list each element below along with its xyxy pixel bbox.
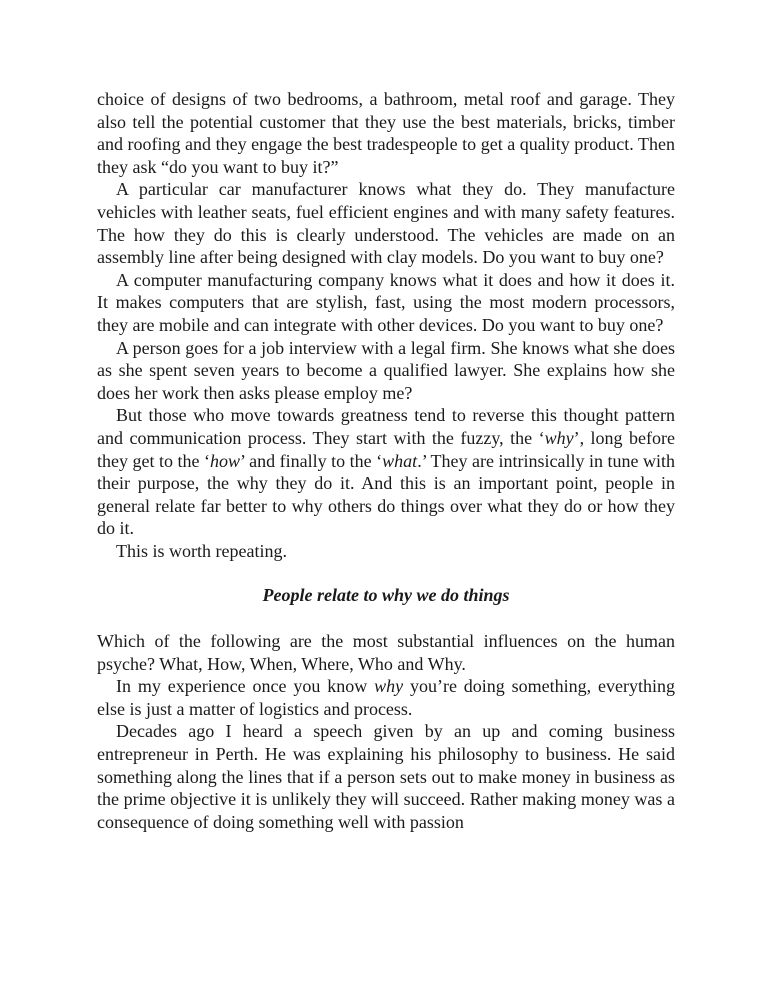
emphasis-why: why: [544, 427, 574, 448]
book-page: [97, 88, 675, 833]
text-span: In my experience once you know: [116, 676, 375, 697]
text-span: ’ and finally to the ‘: [240, 450, 383, 471]
emphasis-what: what: [382, 450, 418, 471]
paragraph-experience: [97, 675, 675, 720]
text-span: But those who move towards greatness tend to reverse this thought pattern and communication process. They start with the fuzzy, the ‘: [97, 405, 675, 448]
paragraph-influences: Which of the following are the most substantial influences on the human psyche? What, How, When, Where, Who and Why.: [97, 631, 675, 674]
paragraph-job-interview: A person goes for a job interview with a legal firm. She knows what she does as she spent seven years to become a qualified lawyer. She explains how she does her work then asks please employ me?: [97, 337, 675, 403]
emphasis-why: why: [374, 676, 404, 697]
paragraph-house-builder: choice of designs of two bedrooms, a bathroom, metal roof and garage. They also tell the potential customer that they use the best materials, bricks, timber and roofing and they engage the best tradespeople to get a quality product. Then they ask “do you want to buy it?”: [97, 89, 675, 177]
paragraph-worth-repeating: This is worth repeating.: [116, 540, 287, 561]
paragraph-greatness: [97, 404, 675, 540]
paragraph-computer-company: A computer manufacturing company knows what it does and how it does it. It makes computers that are stylish, fast, using the most modern processors, they are mobile and can integrate with other devices. Do you want to buy one?: [97, 269, 675, 335]
section-heading: People relate to why we do things: [262, 585, 510, 606]
paragraph-speech: Decades ago I heard a speech given by an up and coming business entrepreneur in Perth. He was explaining his philosophy to business. He said something along the lines that if a person sets out to make money in business as the prime objective it is unlikely they will succeed. Rather making money was a consequence of doing something well with passion: [97, 721, 675, 832]
emphasis-how: how: [210, 450, 241, 471]
text-span: .’ They are intrinsically in tune with their purpose, the why they do it. And this is an important point, people in general relate far better to why others do things over what they do or how they do it.: [97, 450, 675, 539]
text-span: you’re doing something, everything else is just a matter of logistics and process.: [97, 676, 675, 719]
paragraph-car-manufacturer: A particular car manufacturer knows what they do. They manufacture vehicles with leather seats, fuel efficient engines and with many safety features. The how they do this is clearly understood. The vehicles are made on an assembly line after being designed with clay models. Do you want to buy one?: [97, 179, 675, 268]
text-span: ’, long before they get to the ‘: [97, 427, 675, 471]
